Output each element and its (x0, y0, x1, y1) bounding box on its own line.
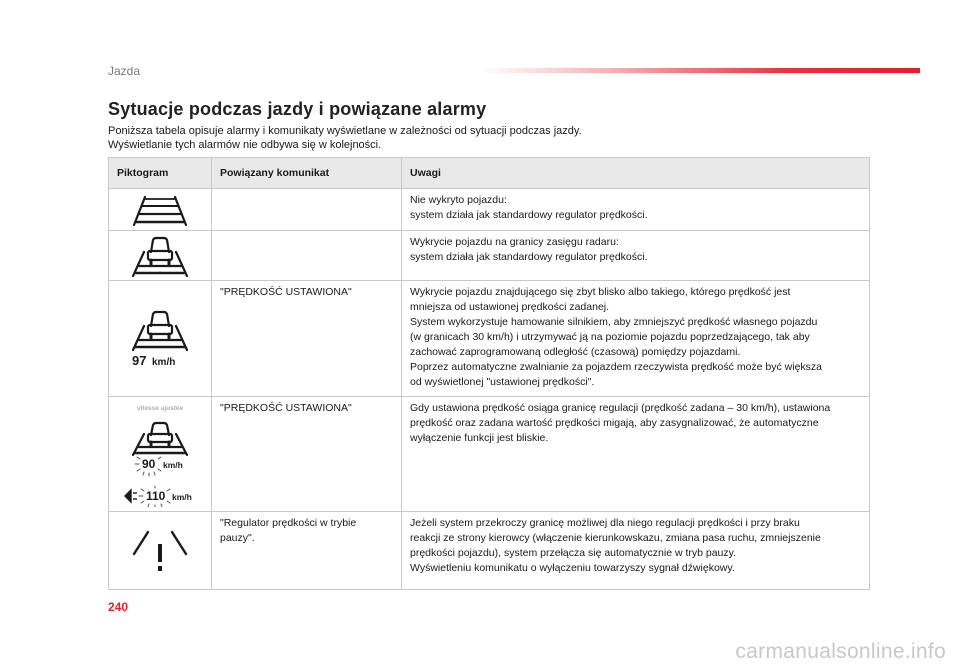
watermark: carmanualsonline.info (735, 640, 946, 663)
column-header-pictogram: Piktogram (109, 158, 212, 189)
note-line: wyłączenie funkcji jest bliskie. (410, 432, 549, 444)
note-line: mniejsza od ustawionej prędkości zadanej. (410, 301, 610, 313)
table-header-row (109, 158, 870, 189)
set-speed-value: 90 (142, 457, 156, 471)
vehicle-speed-icon (120, 308, 200, 370)
vehicle-detected-icon (120, 234, 200, 278)
section-label: Jazda (108, 64, 141, 78)
table-row (109, 397, 870, 512)
message-line: "PRĘDKOŚĆ USTAWIONA" (220, 402, 352, 414)
column-header-notes: Uwagi (402, 158, 870, 189)
intro-line: Poniższa tabela opisuje alarmy i komunikaty wyświetlane w zależności od sytuacji podczas jazdy. (108, 125, 582, 137)
note-line: zachować zaprogramowaną odległość (czasową) pomiędzy pojazdami. (410, 346, 741, 358)
note-line: Wykrycie pojazdu na granicy zasięgu radaru: (410, 236, 619, 248)
note-line: Poprzez automatyczne zwalnianie za pojazdem rzeczywista prędkość może być większa (410, 361, 823, 373)
speed-limit-warning-icon (117, 401, 203, 507)
limit-speed-value: 110 (146, 489, 166, 503)
table-row (109, 281, 870, 397)
cruise-paused-warning-icon (120, 526, 200, 576)
note-line: Gdy ustawiona prędkość osiąga granicę regulacji (prędkość zadana – 30 km/h), ustawiona (410, 402, 831, 414)
message-line: "Regulator prędkości w trybie (220, 517, 357, 529)
note-line: (w granicach 30 km/h) i utrzymywać ją na poziomie pojazdu poprzedzającego, tak aby (410, 331, 810, 343)
note-line: reakcji ze strony kierowcy (włączenie kierunkowskazu, zmiana pasa ruchu, zmniejszenie (410, 532, 821, 544)
message-line: pauzy". (220, 532, 255, 544)
note-line: Wykrycie pojazdu znajdującego się zbyt blisko albo takiego, którego prędkość jest (410, 286, 791, 298)
note-line: prędkość oraz zadana wartość prędkości migają, aby zasygnalizować, że automatyczne (410, 417, 819, 429)
table-row (109, 189, 870, 231)
pictogram-cell (109, 231, 212, 281)
message-line: "PRĘDKOŚĆ USTAWIONA" (220, 286, 352, 298)
pictogram-cell (109, 397, 212, 512)
note-line: Wyświetleniu komunikatu o wyłączeniu towarzyszy sygnał dźwiękowy. (410, 562, 735, 574)
note-line: prędkości pojazdu), system przełącza się automatycznie w tryb pauzy. (410, 547, 737, 559)
icon-caption: vitesse ajustée (136, 405, 184, 412)
note-line: od wyświetlonej "ustawionej prędkości". (410, 376, 595, 388)
pictogram-cell (109, 281, 212, 397)
header-bar (480, 68, 920, 73)
note-line: System wykorzystuje hamowanie silnikiem, aby zmniejszyć prędkość własnego pojazdu (410, 316, 818, 328)
page-number: 240 (108, 600, 129, 614)
page-title: Sytuacje podczas jazdy i powiązane alarmy (108, 99, 487, 119)
table-row (109, 512, 870, 590)
notes-cell (402, 512, 870, 590)
alarms-table (108, 157, 870, 590)
table-row (109, 231, 870, 281)
message-cell (212, 231, 402, 281)
notes-cell (402, 397, 870, 512)
note-line: Nie wykryto pojazdu: (410, 194, 507, 206)
speed-unit: km/h (152, 356, 176, 368)
message-cell (212, 189, 402, 231)
column-header-message: Powiązany komunikat (212, 158, 402, 189)
speed-unit: km/h (163, 460, 183, 470)
message-cell (212, 281, 402, 397)
lane-lines-icon (120, 193, 200, 227)
intro-line: Wyświetlanie tych alarmów nie odbywa się w kolejności. (108, 139, 382, 151)
message-cell (212, 397, 402, 512)
intro-text (108, 124, 582, 152)
set-speed-value: 97 (132, 352, 147, 368)
pictogram-cell (109, 189, 212, 231)
note-line: system działa jak standardowy regulator prędkości. (410, 251, 648, 263)
notes-cell (402, 189, 870, 231)
speed-unit: km/h (172, 492, 192, 502)
message-cell (212, 512, 402, 590)
notes-cell (402, 281, 870, 397)
note-line: system działa jak standardowy regulator prędkości. (410, 209, 648, 221)
notes-cell (402, 231, 870, 281)
pictogram-cell (109, 512, 212, 590)
note-line: Jeżeli system przekroczy granicę możliwej dla niego regulacji prędkości i przy braku (410, 517, 800, 529)
